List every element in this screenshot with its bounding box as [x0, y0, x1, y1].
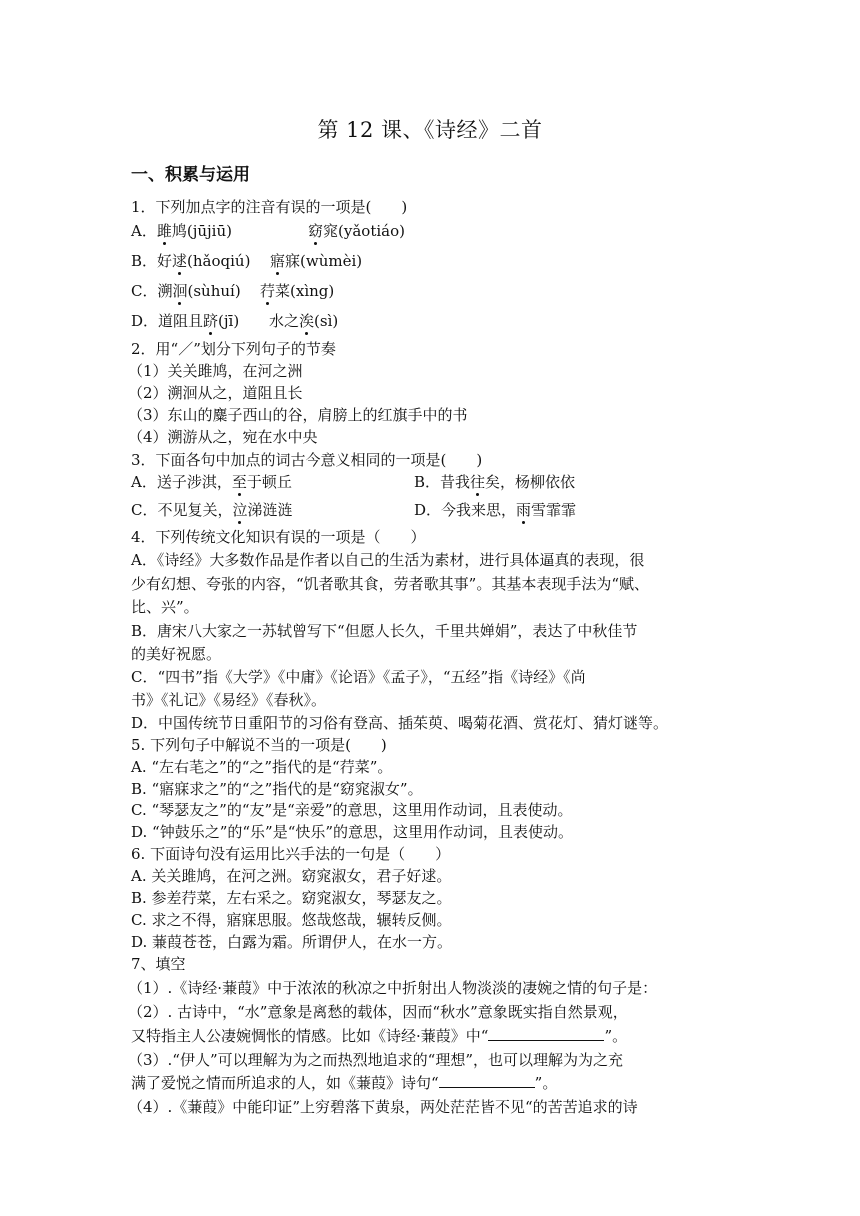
q3-option-b: B．昔我往矣，杨柳依依 — [414, 473, 576, 491]
q7-part-4: （4）.《蒹葭》中能印证”上穷碧落下黄泉，两处茫茫皆不见“的苦苦追求的诗 — [128, 1098, 638, 1116]
q7-part-2-line-2: 又特指主人公凄婉惆怅的情感。比如《诗经·蒹葭》中“ ”。 — [131, 1027, 628, 1045]
q4-option-b-line-1: B．唐宋八大家之一苏轼曾写下“但愿人长久，千里共婵娟”，表达了中秋佳节 — [131, 622, 638, 640]
q7-part-1: （1）.《诗经·蒹葭》中于浓浓的秋凉之中折射出人物淡淡的凄婉之情的句子是： — [128, 979, 658, 997]
q7-part-3-line-1: （3）.“伊人”可以理解为为之而热烈地追求的“理想”，也可以理解为为之充 — [128, 1051, 623, 1069]
q7-part-3-line-2: 满了爱悦之情而所追求的人，如《蒹葭》诗句“ ”。 — [131, 1074, 558, 1092]
q2-item-4: （4）溯游从之，宛在水中央 — [128, 428, 318, 446]
q3-option-a: A．送子涉淇，至于顿丘 — [131, 473, 292, 491]
question-2-stem: 2．用“／”划分下列句子的节奏 — [131, 340, 336, 358]
q4-option-c-line-2: 书》《礼记》《易经》《春秋》。 — [131, 691, 327, 709]
q6-option-d: D. 蒹葭苍苍，白露为霜。所谓伊人，在水一方。 — [131, 933, 453, 951]
q4-option-d-line-1: D．中国传统节日重阳节的习俗有登高、插茱萸、喝菊花酒、赏花灯、猜灯谜等。 — [131, 714, 669, 732]
q6-option-c: C. 求之不得，寤寐思服。悠哉悠哉，辗转反侧。 — [131, 911, 452, 929]
q3-option-d: D．今我来思，雨雪霏霏 — [414, 501, 577, 519]
question-7-stem: 7、填空 — [131, 955, 186, 973]
q2-item-3: （3）东山的麋子西山的谷，肩膀上的红旗手中的书 — [128, 406, 468, 424]
q1-option-c2: 荇菜(xìng) — [260, 282, 335, 300]
q5-option-c: C. “琴瑟友之”的“友”是“亲爱”的意思，这里用作动词，且表使动。 — [131, 801, 573, 819]
q1-option-d1: D．道阻且跻(jī) — [131, 312, 240, 330]
q2-item-1: （1）关关雎鸠，在河之洲 — [128, 362, 303, 380]
question-3-stem: 3．下面各句中加点的词古今意义相同的一项是( ) — [131, 451, 483, 469]
question-1-stem: 1．下列加点字的注音有误的一项是( ) — [131, 198, 408, 216]
section-heading: 一、积累与运用 — [131, 165, 250, 185]
q3-option-c: C．不见复关，泣涕涟涟 — [131, 501, 293, 519]
question-6-stem: 6. 下面诗句没有运用比兴手法的一句是（ ） — [131, 845, 451, 863]
page-title: 第 12 课、《诗经》二首 — [317, 118, 543, 142]
q2-item-2: （2）溯洄从之，道阻且长 — [128, 384, 303, 402]
q5-option-d: D. “钟鼓乐之”的“乐”是“快乐”的意思，这里用作动词，且表使动。 — [131, 823, 574, 841]
q1-option-b2: 寤寐(wùmèi) — [270, 252, 363, 270]
q4-option-a-line-2: 少有幻想、夸张的内容，“饥者歌其食，劳者歌其事”。其基本表现手法为“赋、 — [131, 575, 650, 593]
q4-option-a-line-1: A．《诗经》大多数作品是作者以自己的生活为素材，进行具体逼真的表现，很 — [131, 551, 645, 569]
q4-option-c-line-1: C．“四书”指《大学》《中庸》《论语》《孟子》，“五经”指《诗经》《尚 — [131, 668, 586, 686]
q7-part-2-line-1: （2）. 古诗中，“水”意象是离愁的载体，因而“秋水”意象既实指自然景观， — [128, 1003, 628, 1021]
q1-option-a1: A．雎鸠(jūjiū) — [131, 222, 232, 240]
q1-option-d2: 水之涘(sì) — [269, 312, 339, 330]
q1-option-a2: 窈窕(yǎotiáo) — [308, 222, 405, 240]
q6-option-b: B. 参差荇菜，左右采之。窈窕淑女，琴瑟友之。 — [131, 889, 452, 907]
question-5-stem: 5. 下列句子中解说不当的一项是( ) — [131, 736, 387, 754]
q1-option-c1: C．溯洄(sùhuí) — [131, 282, 241, 300]
answer-blank[interactable] — [439, 1073, 535, 1088]
answer-blank[interactable] — [488, 1026, 604, 1041]
question-4-stem: 4．下列传统文化知识有误的一项是（ ） — [131, 528, 426, 546]
q4-option-a-line-3: 比、兴”。 — [131, 598, 199, 616]
q1-option-b1: B．好逑(hǎoqiú) — [131, 252, 251, 270]
q4-option-b-line-2: 的美好祝愿。 — [131, 645, 222, 663]
q6-option-a: A. 关关雎鸠，在河之洲。窈窕淑女，君子好逑。 — [131, 867, 452, 885]
q5-option-a: A. “左右芼之”的“之”指代的是“荇菜”。 — [131, 758, 393, 776]
q5-option-b: B. “寤寐求之”的“之”指代的是“窈窕淑女”。 — [131, 780, 423, 798]
